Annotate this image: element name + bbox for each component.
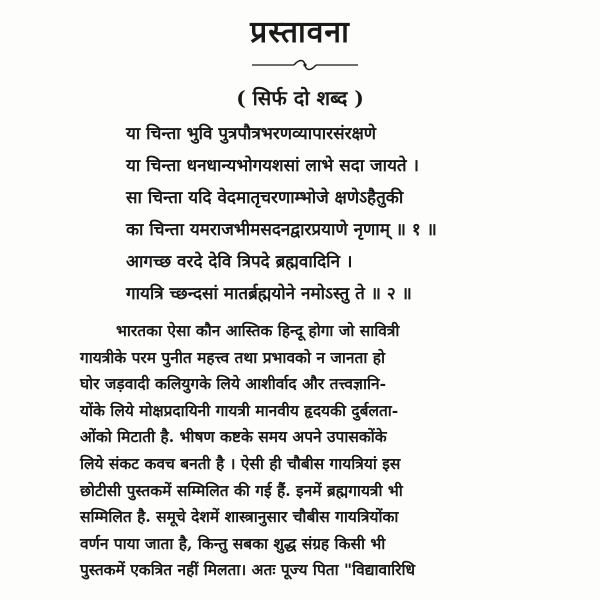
verse-line: आगच्छ वरदे देवि त्रिपदे ब्रह्मवादिनि । xyxy=(126,252,353,272)
paragraph-line: सम्मिलित है. समूचे देशमें शास्त्रानुसार चौबीस गायत्रियोंका xyxy=(80,507,399,527)
paragraph-line: पुस्तकमें एकत्रित नहीं मिलता। अतः पूज्य पिता "विद्यावारिधि xyxy=(80,560,416,580)
title-ornament xyxy=(250,58,360,72)
verse-line: या चिन्ता भुवि पुत्रपौत्रभरणव्यापारसंरक्षणे xyxy=(126,124,377,144)
paragraph-line: घोर जड़वादी कलियुगके लिये आशीर्वाद और तत्त्वज्ञानि- xyxy=(80,374,387,394)
verse-line: सा चिन्ता यदि वेदमातृचरणाम्भोजे क्षणेऽहैतुकी xyxy=(126,188,404,208)
paragraph-line: भारतका ऐसा कौन आस्तिक हिन्दू होगा जो सावित्री xyxy=(116,321,400,340)
paragraph-line: लिये संकट कवच बनती है । ऐसी ही चौबीस गायत्रियां इस xyxy=(80,453,401,473)
verse-line: या चिन्ता धनधान्यभोगयशसां लाभे सदा जायते । xyxy=(126,156,419,176)
paragraph-line: ओंको मिटाती है. भीषण कष्टके समय अपने उपासकोंके xyxy=(80,427,387,447)
preface-paragraph xyxy=(80,318,580,584)
paragraph-line: योंके लिये मोक्षप्रदायिनी गायत्री मानवीय हृदयकी दुर्बलता- xyxy=(80,400,399,420)
verse-line: का चिन्ता यमराजभीमसदनद्वारप्रयाणे नृणाम् ॥ १ ॥ xyxy=(126,220,437,240)
paragraph-line: वर्णन पाया जाता है, किन्तु सबका शुद्ध संग्रह किसी भी xyxy=(80,533,386,553)
sanskrit-verses xyxy=(126,118,596,310)
paragraph-line: गायत्रीके परम पुनीत महत्त्व तथा प्रभावको न जानता हो xyxy=(80,347,385,367)
page-title: प्रस्तावना xyxy=(250,15,350,50)
paragraph-line: छोटीसी पुस्तकमें सम्मिलित की गई हैं. इनमें ब्रह्मगायत्री भी xyxy=(80,480,403,500)
verse-line: गायत्रि च्छन्दसां मातर्ब्रह्मयोने नमोऽस्तु ते ॥ २ ॥ xyxy=(126,284,412,304)
page-subtitle: ( सिर्फ दो शब्द ) xyxy=(236,86,364,110)
